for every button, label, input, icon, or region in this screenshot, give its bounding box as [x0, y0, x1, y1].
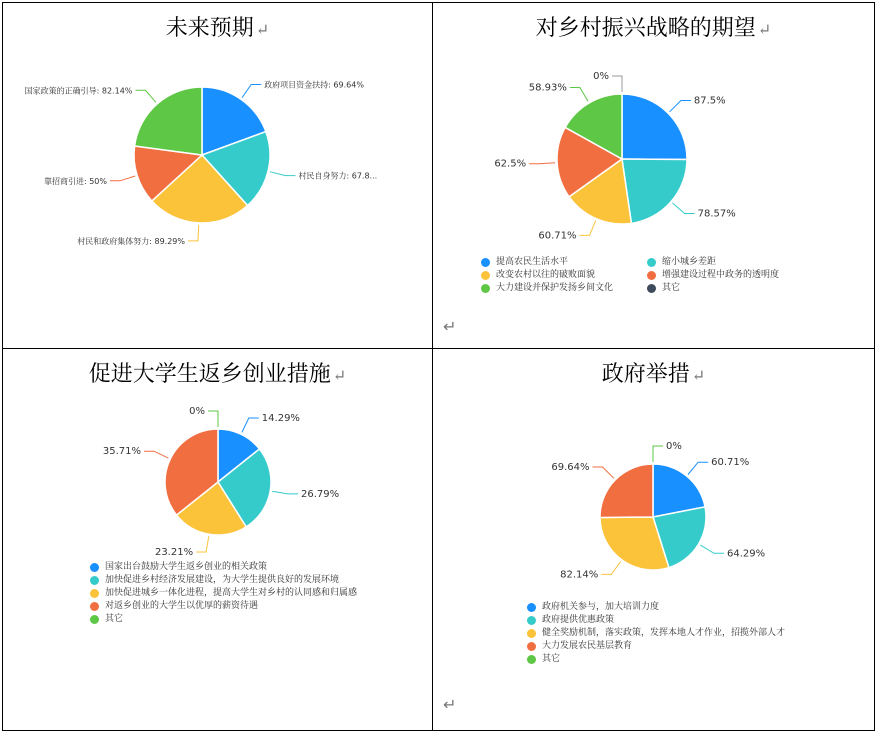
return-mark: ↵ — [443, 695, 457, 714]
legend-swatch — [90, 615, 99, 624]
legend-item[interactable] — [481, 282, 641, 295]
return-mark: ↵ — [757, 20, 772, 39]
legend-swatch — [527, 642, 536, 651]
legend-item[interactable] — [647, 256, 817, 269]
legend-swatch — [647, 258, 656, 267]
chart-panel-government-measures — [432, 348, 875, 731]
data-label: 23.21% — [154, 547, 194, 558]
legend-item[interactable] — [527, 640, 785, 653]
leader-line — [242, 418, 259, 432]
data-label: 60.71% — [538, 230, 577, 242]
return-mark: ↵ — [332, 366, 347, 385]
leader-line — [272, 491, 298, 494]
pie-chart-government-measures — [433, 349, 875, 731]
legend-label: 改变农村以往的破败面貌 — [496, 270, 596, 280]
leader-line — [196, 536, 209, 552]
legend-label: 对返乡创业的大学生以优厚的薪资待遇 — [105, 601, 259, 611]
return-mark: ↵ — [255, 20, 270, 39]
data-label: 64.29% — [727, 548, 766, 560]
data-label: 靠招商引进: 50% — [43, 176, 107, 186]
leader-line — [135, 90, 156, 102]
leader-line — [612, 76, 622, 92]
data-label: 政府项目资金扶持: 69.64% — [264, 80, 364, 90]
data-label: 60.71% — [711, 457, 750, 469]
data-label: 国家政策的正确引导: 82.14% — [24, 86, 133, 96]
legend-label: 国家出台鼓励大学生返乡创业的相关政策 — [105, 562, 268, 572]
legend-item[interactable] — [90, 600, 357, 613]
legend-item[interactable] — [90, 587, 357, 600]
legend-item[interactable] — [90, 561, 357, 574]
data-label: 14.29% — [261, 413, 300, 424]
chart-panel-future-expectation — [2, 2, 433, 349]
legend-item[interactable] — [647, 269, 817, 282]
legend-item[interactable] — [90, 613, 357, 626]
leader-line — [673, 203, 695, 214]
legend-swatch — [481, 284, 490, 293]
legend-swatch — [647, 271, 656, 280]
data-label: 78.57% — [697, 208, 736, 220]
legend-label: 加快促进乡村经济发展建设，为大学生提供良好的发展环境 — [105, 575, 340, 585]
data-label: 87.5% — [693, 95, 726, 107]
legend-label: 缩小城乡差距 — [662, 257, 717, 267]
leader-line — [580, 221, 596, 236]
leader-line — [670, 101, 691, 112]
chart-panel-graduate-return-measures — [2, 348, 433, 731]
legend-label: 大力建设并保护发扬乡间文化 — [496, 283, 614, 293]
chart-title: 未来预期 ↵ — [165, 16, 270, 41]
data-label: 0% — [593, 71, 609, 82]
legend-swatch — [647, 284, 656, 293]
legend-item[interactable] — [527, 601, 785, 614]
legend-swatch — [527, 616, 536, 625]
data-label: 村民自身努力: 67.8... — [298, 171, 378, 181]
data-label: 62.5% — [494, 158, 527, 170]
chart-legend — [527, 601, 785, 666]
legend-swatch — [527, 629, 536, 638]
legend-item[interactable] — [527, 653, 785, 666]
pie-chart-graduate-return-measures — [3, 349, 433, 731]
data-label: 0% — [666, 441, 682, 452]
legend-swatch — [90, 589, 99, 598]
leader-line — [529, 163, 555, 164]
legend-label: 其它 — [542, 654, 561, 664]
return-mark: ↵ — [691, 366, 706, 385]
legend-label: 健全奖励机制，落实政策，发挥本地人才作业，招揽外部人才 — [542, 628, 786, 638]
chart-legend — [481, 256, 817, 295]
legend-swatch — [527, 655, 536, 664]
legend-swatch — [90, 576, 99, 585]
leader-line — [653, 446, 663, 462]
legend-label: 提高农民生活水平 — [496, 257, 569, 267]
chart-title: 对乡村振兴战略的期望 ↵ — [535, 16, 772, 41]
data-label: 69.64% — [551, 462, 590, 473]
legend-label: 加快促进城乡一体化进程，提高大学生对乡村的认同感和归属感 — [105, 588, 358, 598]
legend-label: 政府机关参与，加大培训力度 — [542, 602, 660, 612]
legend-item[interactable] — [527, 627, 785, 640]
chart-panel-revitalization-expectation — [432, 2, 875, 349]
chart-legend — [90, 561, 357, 626]
pie-slice[interactable] — [135, 87, 202, 155]
legend-swatch — [90, 602, 99, 611]
pie-slice[interactable] — [622, 159, 687, 223]
leader-line — [270, 172, 296, 176]
leader-line — [593, 467, 614, 478]
data-label: 26.79% — [301, 488, 340, 500]
legend-label: 大力发展农民基层教育 — [542, 641, 633, 651]
leader-line — [570, 88, 588, 102]
data-label: 村民和政府集体努力: 89.29% — [77, 236, 185, 246]
data-label: 82.14% — [560, 569, 599, 581]
leader-line — [700, 545, 724, 553]
legend-label: 其它 — [662, 283, 681, 293]
chart-title: 促进大学生返乡创业措施 ↵ — [88, 362, 347, 387]
leader-line — [110, 176, 135, 181]
legend-label: 增强建设过程中政务的透明度 — [662, 270, 780, 280]
pie-chart-revitalization-expectation — [433, 3, 875, 349]
leader-line — [208, 411, 218, 427]
leader-line — [188, 225, 199, 241]
leader-line — [601, 562, 620, 575]
legend-label: 政府提供优惠政策 — [542, 615, 615, 625]
legend-swatch — [481, 271, 490, 280]
legend-item[interactable] — [647, 282, 817, 295]
pie-chart-future-expectation — [3, 3, 433, 349]
legend-swatch — [90, 563, 99, 572]
leader-line — [688, 462, 708, 474]
legend-item[interactable] — [481, 256, 641, 269]
data-label: 0% — [189, 406, 205, 417]
data-label: 35.71% — [102, 446, 141, 458]
legend-label: 其它 — [105, 614, 124, 624]
chart-title: 政府举措 ↵ — [601, 362, 706, 387]
legend-item[interactable] — [90, 574, 357, 587]
legend-item[interactable] — [481, 269, 641, 282]
legend-swatch — [527, 603, 536, 612]
leader-line — [144, 451, 168, 458]
legend-swatch — [481, 258, 490, 267]
return-mark: ↵ — [443, 317, 457, 336]
legend-item[interactable] — [527, 614, 785, 627]
data-label: 58.93% — [528, 82, 567, 94]
leader-line — [242, 85, 261, 98]
